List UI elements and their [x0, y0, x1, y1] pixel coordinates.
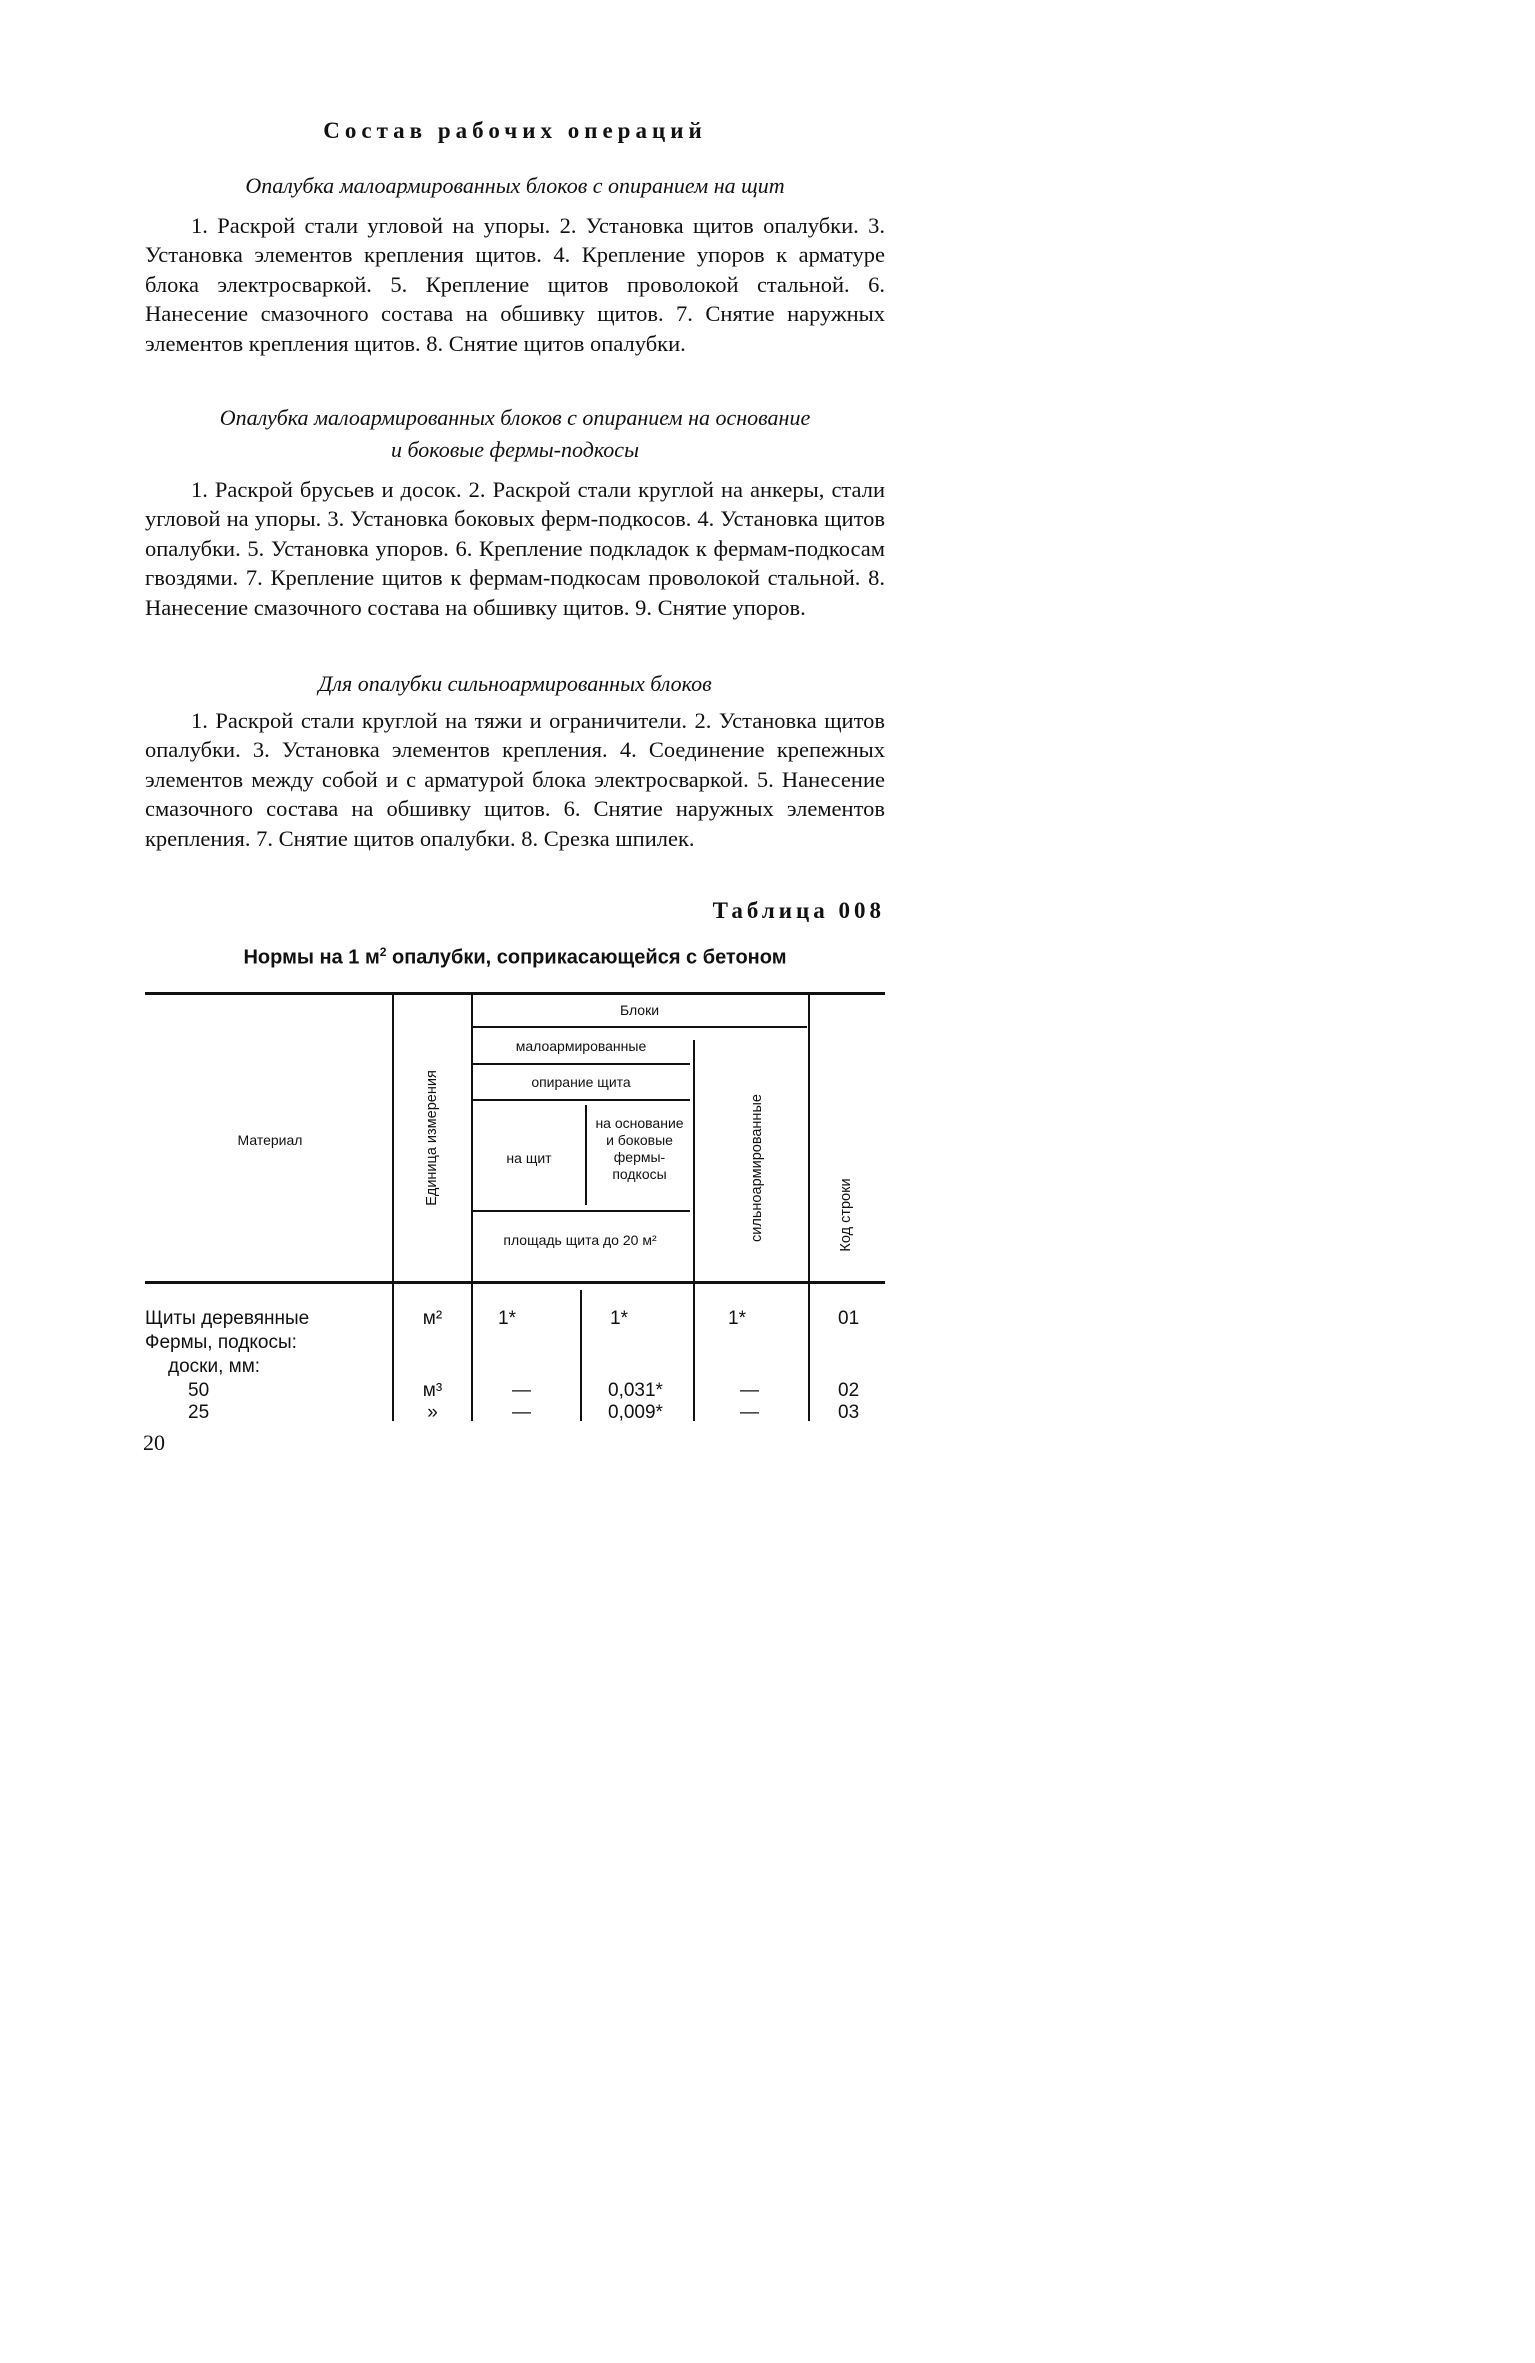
col-divider-2	[471, 995, 473, 1421]
page-number: 20	[143, 1430, 165, 1455]
header-low-reinforced: малоармированные	[515, 1038, 647, 1054]
row4-unit: м³	[422, 1380, 443, 1401]
col-divider-3-body	[580, 1290, 582, 1421]
col-divider-4	[693, 1040, 695, 1421]
section2-text: 1. Раскрой брусьев и досок. 2. Раскрой стали круглой на анкеры, стали угловой на упоры. 3. Установка боковых ферм-подкосов. 4. Установка щитов опалубки. 5. Установка упоров. 6. Крепление подкладок к фермам-подкосам гвоздями. 7. Крепление щитов к фермам-подкосам проволокой стальной. 8. Нанесение смазочного состава на обшивку щитов. 9. Снятие упоров.	[145, 477, 885, 620]
row1-on-shield: 1*	[498, 1308, 516, 1329]
col-divider-5	[808, 995, 810, 1421]
header-unit: Единица измерения	[424, 1070, 440, 1206]
col-divider-3-head	[585, 1105, 587, 1205]
row4-on-base: 0,031*	[608, 1380, 663, 1401]
support-rule	[472, 1099, 690, 1101]
row4-high: —	[740, 1380, 759, 1401]
col-divider-1	[392, 995, 394, 1421]
blocks-rule	[472, 1026, 807, 1028]
table-top-rule	[145, 992, 885, 995]
header-area: площадь щита до 20 м²	[503, 1232, 657, 1248]
table-title-post: опалубки, соприкасающейся с бетоном	[386, 946, 787, 969]
row5-on-shield: —	[512, 1402, 531, 1423]
row5-unit: »	[427, 1402, 438, 1423]
row1-unit: м²	[422, 1308, 443, 1329]
header-high-reinforced: сильноармированные	[749, 1094, 765, 1242]
table-title-sup: 2	[379, 945, 387, 959]
page-heading: Состав рабочих операций	[323, 118, 707, 143]
row4-material: 50	[188, 1380, 210, 1401]
header-blocks: Блоки	[619, 1002, 660, 1018]
row1-code: 01	[838, 1308, 860, 1329]
row4-code: 02	[838, 1380, 860, 1401]
header-on-base: на основание и боковые фермы-подкосы	[595, 1115, 684, 1182]
low-reinforced-rule	[472, 1063, 690, 1065]
header-support: опирание щита	[531, 1074, 631, 1090]
header-code: Код строки	[838, 1178, 854, 1252]
row1-material: Щиты деревянные	[145, 1308, 310, 1329]
table-header-rule	[145, 1281, 885, 1284]
row5-material: 25	[188, 1402, 210, 1423]
row4-on-shield: —	[512, 1380, 531, 1401]
row3-material: доски, мм:	[168, 1356, 261, 1377]
subheader-rule	[472, 1210, 690, 1212]
table-title	[145, 945, 885, 970]
section1-title: Опалубка малоармированных блоков с опиранием на щит	[245, 173, 785, 198]
row1-on-base: 1*	[610, 1308, 628, 1329]
header-material: Материал	[237, 1132, 303, 1148]
row5-on-base: 0,009*	[608, 1402, 663, 1423]
document-page	[0, 0, 1024, 1536]
section2-title-line2: и боковые фермы-подкосы	[391, 437, 639, 462]
row1-high: 1*	[728, 1308, 746, 1329]
table-title-pre: Нормы на 1 м	[243, 946, 380, 969]
section3-text: 1. Раскрой стали круглой на тяжи и ограничители. 2. Установка щитов опалубки. 3. Установка элементов крепления. 4. Соединение крепежных элементов между собой и с арматурой блока электросваркой. 5. Нанесение смазочного состава на обшивку щитов. 6. Снятие наружных элементов крепления. 7. Снятие щитов опалубки. 8. Срезка шпилек.	[145, 708, 885, 851]
header-on-shield: на щит	[506, 1150, 552, 1166]
section2-title-line1: Опалубка малоармированных блоков с опиранием на основание	[219, 405, 811, 430]
section3-title: Для опалубки сильноармированных блоков	[318, 671, 712, 696]
row5-code: 03	[838, 1402, 860, 1423]
table-label: Таблица 008	[712, 898, 885, 923]
section1-text: 1. Раскрой стали угловой на упоры. 2. Установка щитов опалубки. 3. Установка элементов крепления щитов. 4. Крепление упоров к арматуре блока электросваркой. 5. Крепление щитов проволокой стальной. 6. Нанесение смазочного состава на обшивку щитов. 7. Снятие наружных элементов крепления щитов. 8. Снятие щитов опалубки.	[145, 213, 885, 356]
row5-high: —	[740, 1402, 759, 1423]
row2-material: Фермы, подкосы:	[145, 1332, 297, 1353]
